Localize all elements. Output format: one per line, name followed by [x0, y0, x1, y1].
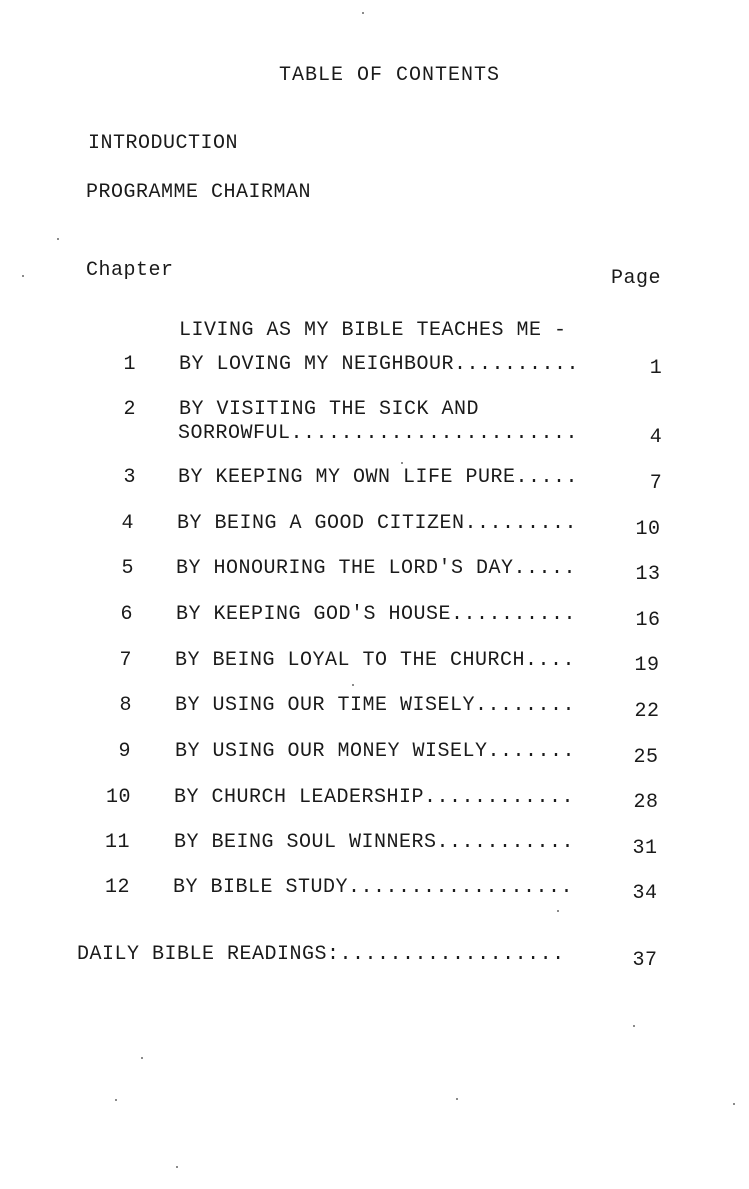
paper-speck — [557, 910, 559, 912]
chapter-page: 25 — [633, 746, 659, 769]
paper-speck — [352, 684, 354, 686]
chapter-page: 7 — [649, 472, 663, 495]
chapter-page: 34 — [632, 882, 658, 905]
paper-speck — [22, 275, 24, 277]
chapter-title-continued: SORROWFUL....................... — [178, 422, 579, 445]
chapter-title: BY VISITING THE SICK AND — [179, 398, 480, 421]
chapter-page: 19 — [634, 654, 660, 677]
chapter-title: BY KEEPING GOD'S HOUSE.......... — [176, 603, 577, 626]
chapter-title: BY BEING A GOOD CITIZEN......... — [177, 512, 578, 535]
chapter-page: 13 — [635, 563, 661, 586]
page-column-header: Page — [611, 267, 662, 290]
chapter-number: 12 — [104, 876, 130, 899]
paper-speck — [176, 1166, 178, 1168]
chapter-number: 10 — [105, 786, 131, 809]
front-matter-introduction: INTRODUCTION — [88, 132, 239, 155]
chapter-column-header: Chapter — [86, 259, 174, 282]
chapter-page: 16 — [635, 609, 661, 632]
paper-speck — [633, 1025, 635, 1027]
paper-speck — [141, 1057, 143, 1059]
paper-speck — [401, 462, 403, 464]
paper-speck — [733, 1103, 735, 1105]
chapter-number: 1 — [123, 353, 136, 376]
chapter-page: 31 — [632, 837, 658, 860]
chapter-number: 9 — [118, 740, 131, 763]
lead-in-text: LIVING AS MY BIBLE TEACHES ME - — [179, 319, 567, 342]
chapter-title: BY USING OUR MONEY WISELY....... — [175, 740, 576, 763]
chapter-title: BY BIBLE STUDY.................. — [173, 876, 574, 899]
chapter-title: BY LOVING MY NEIGHBOUR.......... — [179, 353, 580, 376]
page-title: TABLE OF CONTENTS — [278, 64, 501, 87]
paper-speck — [115, 1099, 117, 1101]
chapter-title: BY KEEPING MY OWN LIFE PURE..... — [178, 466, 579, 489]
paper-speck — [362, 12, 364, 14]
chapter-number: 2 — [123, 398, 136, 421]
chapter-page: 28 — [633, 791, 659, 814]
chapter-number: 7 — [119, 649, 132, 672]
chapter-number: 5 — [121, 557, 134, 580]
chapter-number: 3 — [123, 466, 136, 489]
chapter-title: BY HONOURING THE LORD'S DAY..... — [176, 557, 577, 580]
chapter-title: BY BEING SOUL WINNERS........... — [174, 831, 575, 854]
chapter-number: 4 — [121, 512, 134, 535]
chapter-page: 22 — [634, 700, 660, 723]
chapter-number: 11 — [104, 831, 130, 854]
chapter-page: 1 — [649, 357, 663, 380]
chapter-title: BY CHURCH LEADERSHIP............ — [174, 786, 575, 809]
chapter-title: BY BEING LOYAL TO THE CHURCH.... — [175, 649, 576, 672]
daily-readings-page: 37 — [632, 949, 658, 972]
chapter-page: 4 — [649, 426, 663, 449]
paper-speck — [57, 238, 59, 240]
daily-readings-label: DAILY BIBLE READINGS:.................. — [77, 943, 565, 966]
chapter-number: 8 — [119, 694, 132, 717]
chapter-title: BY USING OUR TIME WISELY........ — [175, 694, 576, 717]
chapter-number: 6 — [120, 603, 133, 626]
front-matter-programme-chairman: PROGRAMME CHAIRMAN — [86, 181, 312, 204]
paper-speck — [456, 1098, 458, 1100]
chapter-page: 10 — [635, 518, 661, 541]
